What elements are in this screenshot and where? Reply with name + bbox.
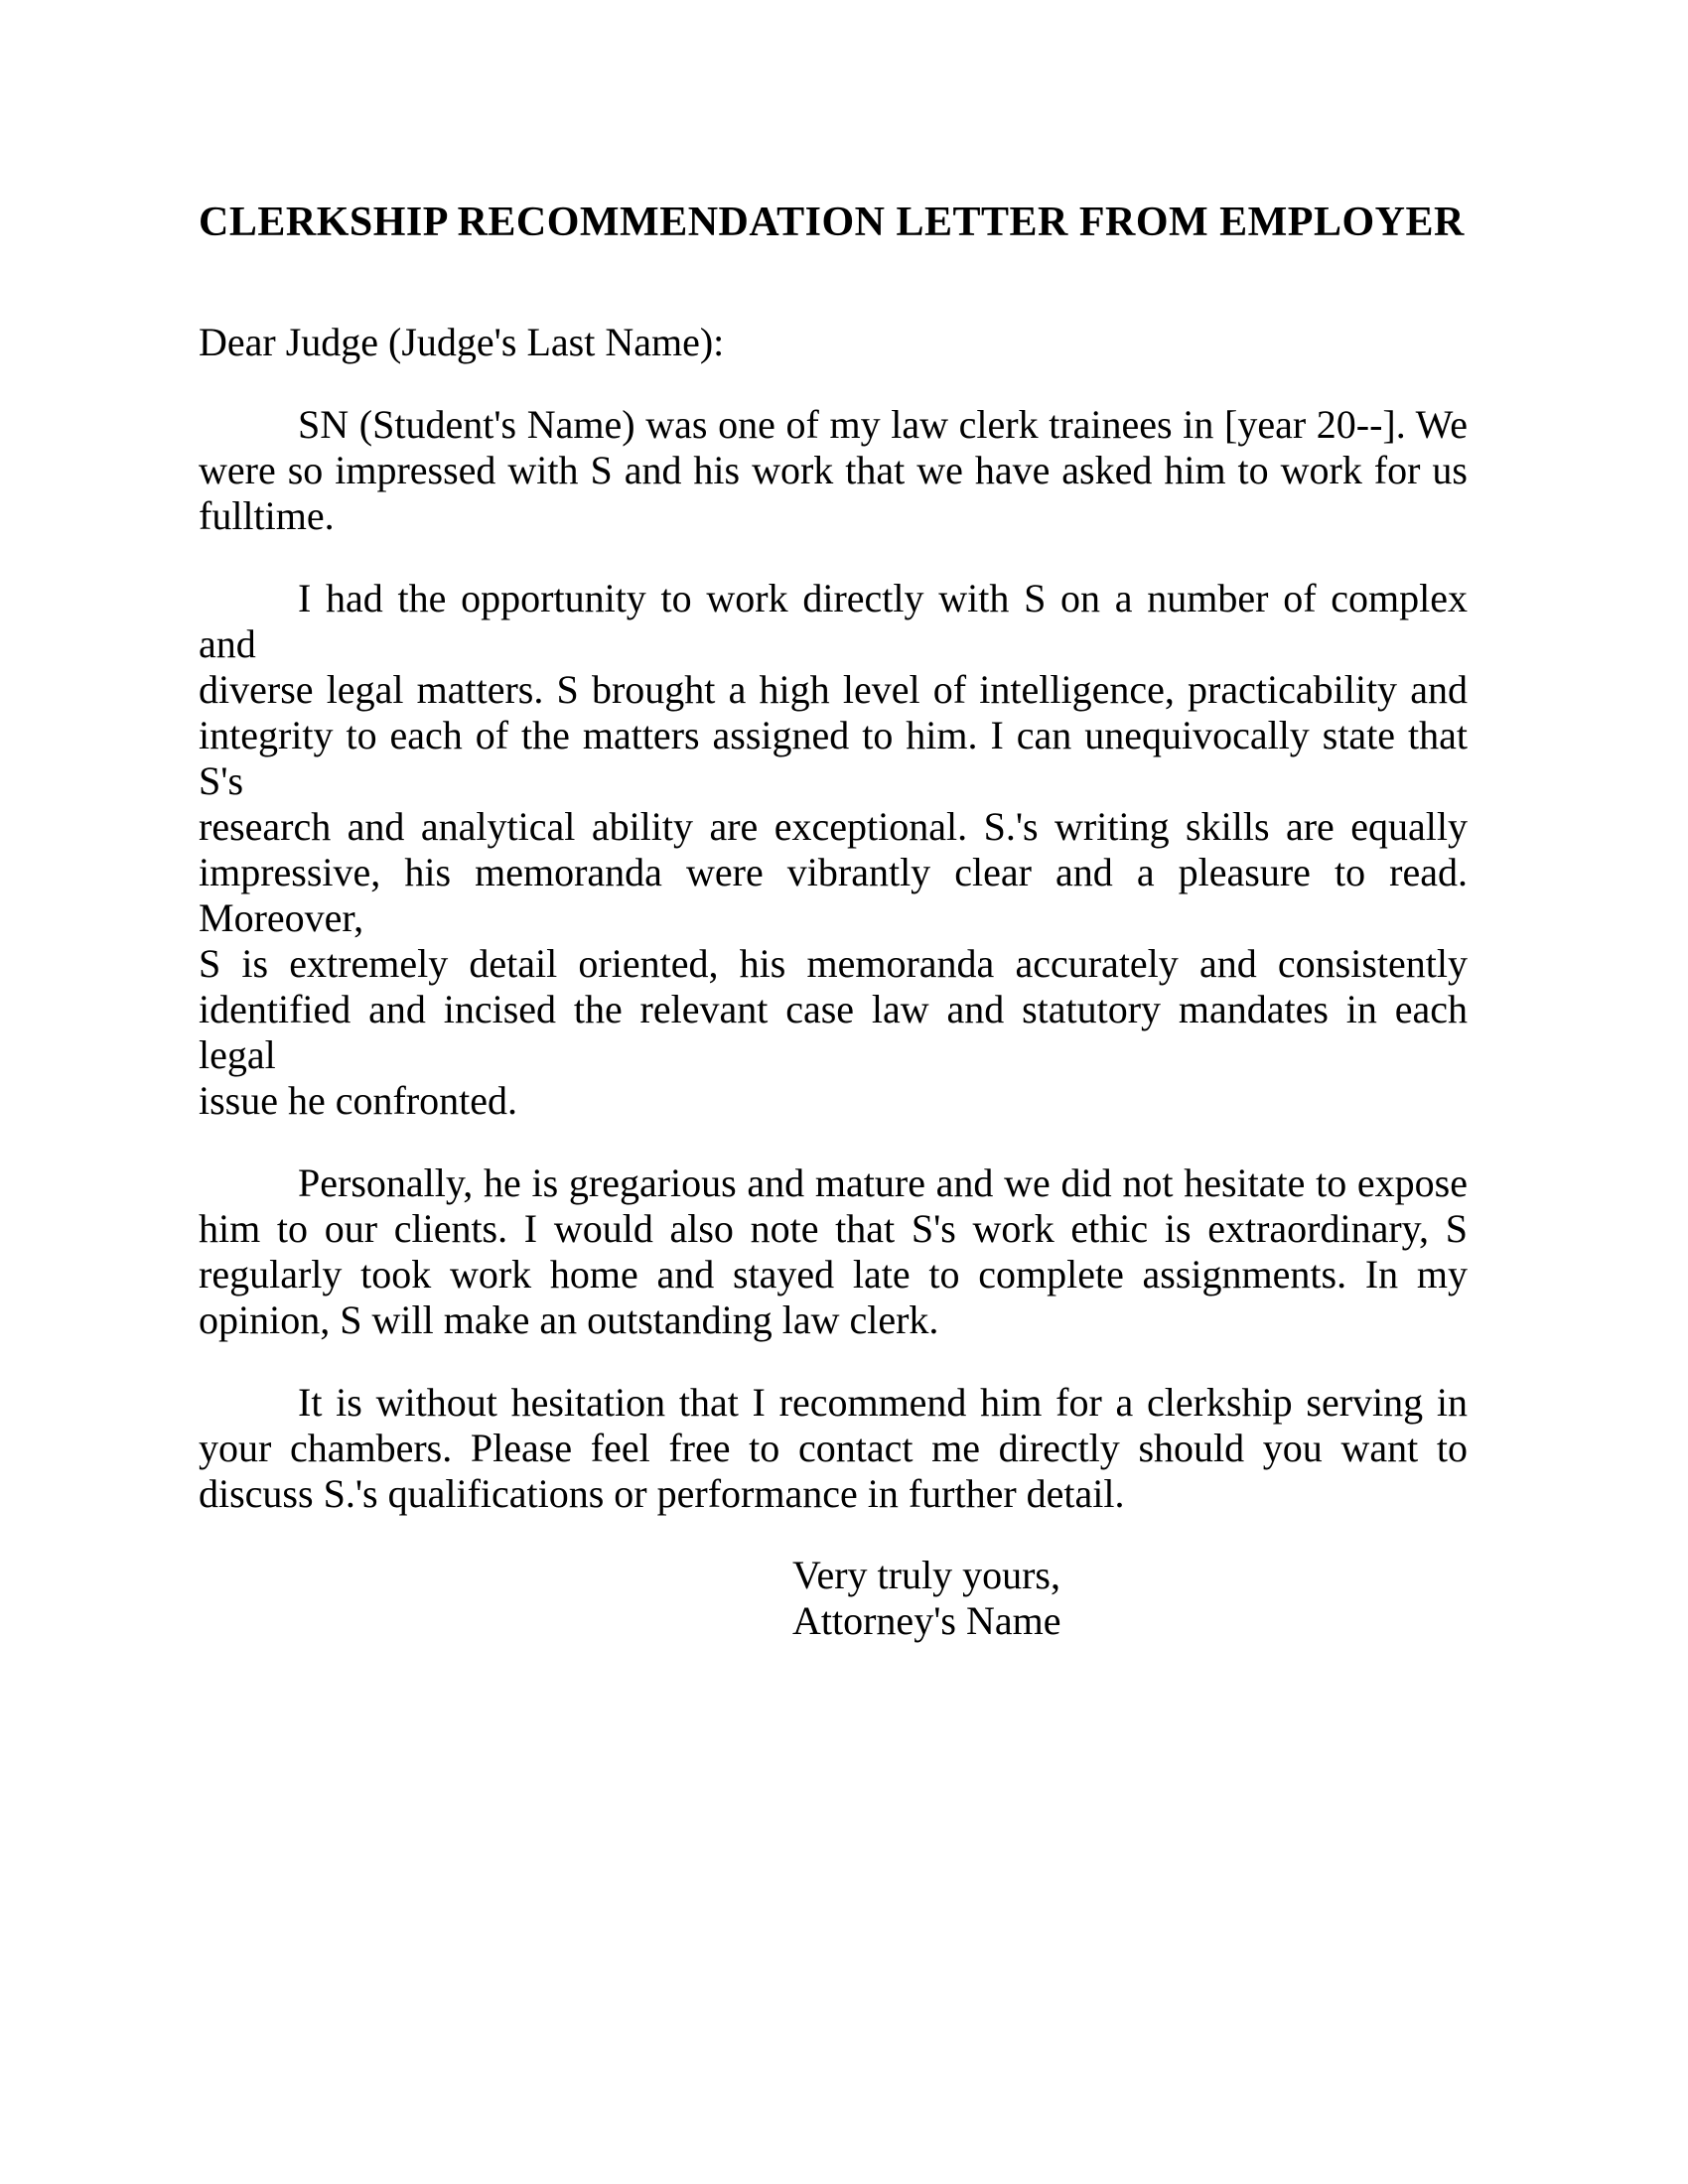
- letter-line: impressive, his memoranda were vibrantly clear and a pleasure to read. Moreover,: [199, 850, 1468, 940]
- letter-line: your chambers. Please feel free to contact me directly should you want to: [199, 1426, 1468, 1470]
- letter-line: discuss S.'s qualifications or performance in further detail.: [199, 1471, 1125, 1516]
- paragraph-1: [199, 402, 1468, 539]
- letter-line: opinion, S will make an outstanding law clerk.: [199, 1297, 939, 1342]
- closing: Very truly yours,: [792, 1553, 1060, 1597]
- paragraph-3: [199, 1160, 1468, 1343]
- letter-line: issue he confronted.: [199, 1078, 518, 1123]
- letter-line: research and analytical ability are exceptional. S.'s writing skills are equally: [199, 804, 1468, 849]
- letter-line: identified and incised the relevant case law and statutory mandates in each legal: [199, 987, 1468, 1077]
- letter-line: I had the opportunity to work directly with S on a number of complex and: [199, 576, 1468, 666]
- letter-line: SN (Student's Name) was one of my law clerk trainees in [year 20--]. We: [298, 402, 1468, 447]
- paragraph-2: [199, 576, 1468, 1124]
- signature-block: [792, 1553, 1468, 1644]
- letter-line: integrity to each of the matters assigned to him. I can unequivocally state that S's: [199, 713, 1468, 803]
- letter-line: him to our clients. I would also note that S's work ethic is extraordinary, S: [199, 1206, 1468, 1251]
- letter-line: diverse legal matters. S brought a high level of intelligence, practicability and: [199, 667, 1468, 712]
- letter-line: were so impressed with S and his work that we have asked him to work for us: [199, 448, 1468, 492]
- letter-line: fulltime.: [199, 493, 335, 538]
- letter-line: It is without hesitation that I recommend him for a clerkship serving in: [298, 1380, 1468, 1425]
- letter-line: Personally, he is gregarious and mature and we did not hesitate to expose: [298, 1160, 1468, 1205]
- letter-line: regularly took work home and stayed late to complete assignments. In my: [199, 1252, 1468, 1297]
- salutation: Dear Judge (Judge's Last Name):: [199, 320, 725, 364]
- letter-title: CLERKSHIP RECOMMENDATION LETTER FROM EMPLOYER: [199, 200, 1465, 245]
- letter-line: S is extremely detail oriented, his memoranda accurately and consistently: [199, 941, 1468, 986]
- signer-name: Attorney's Name: [792, 1598, 1061, 1643]
- paragraph-4: [199, 1380, 1468, 1517]
